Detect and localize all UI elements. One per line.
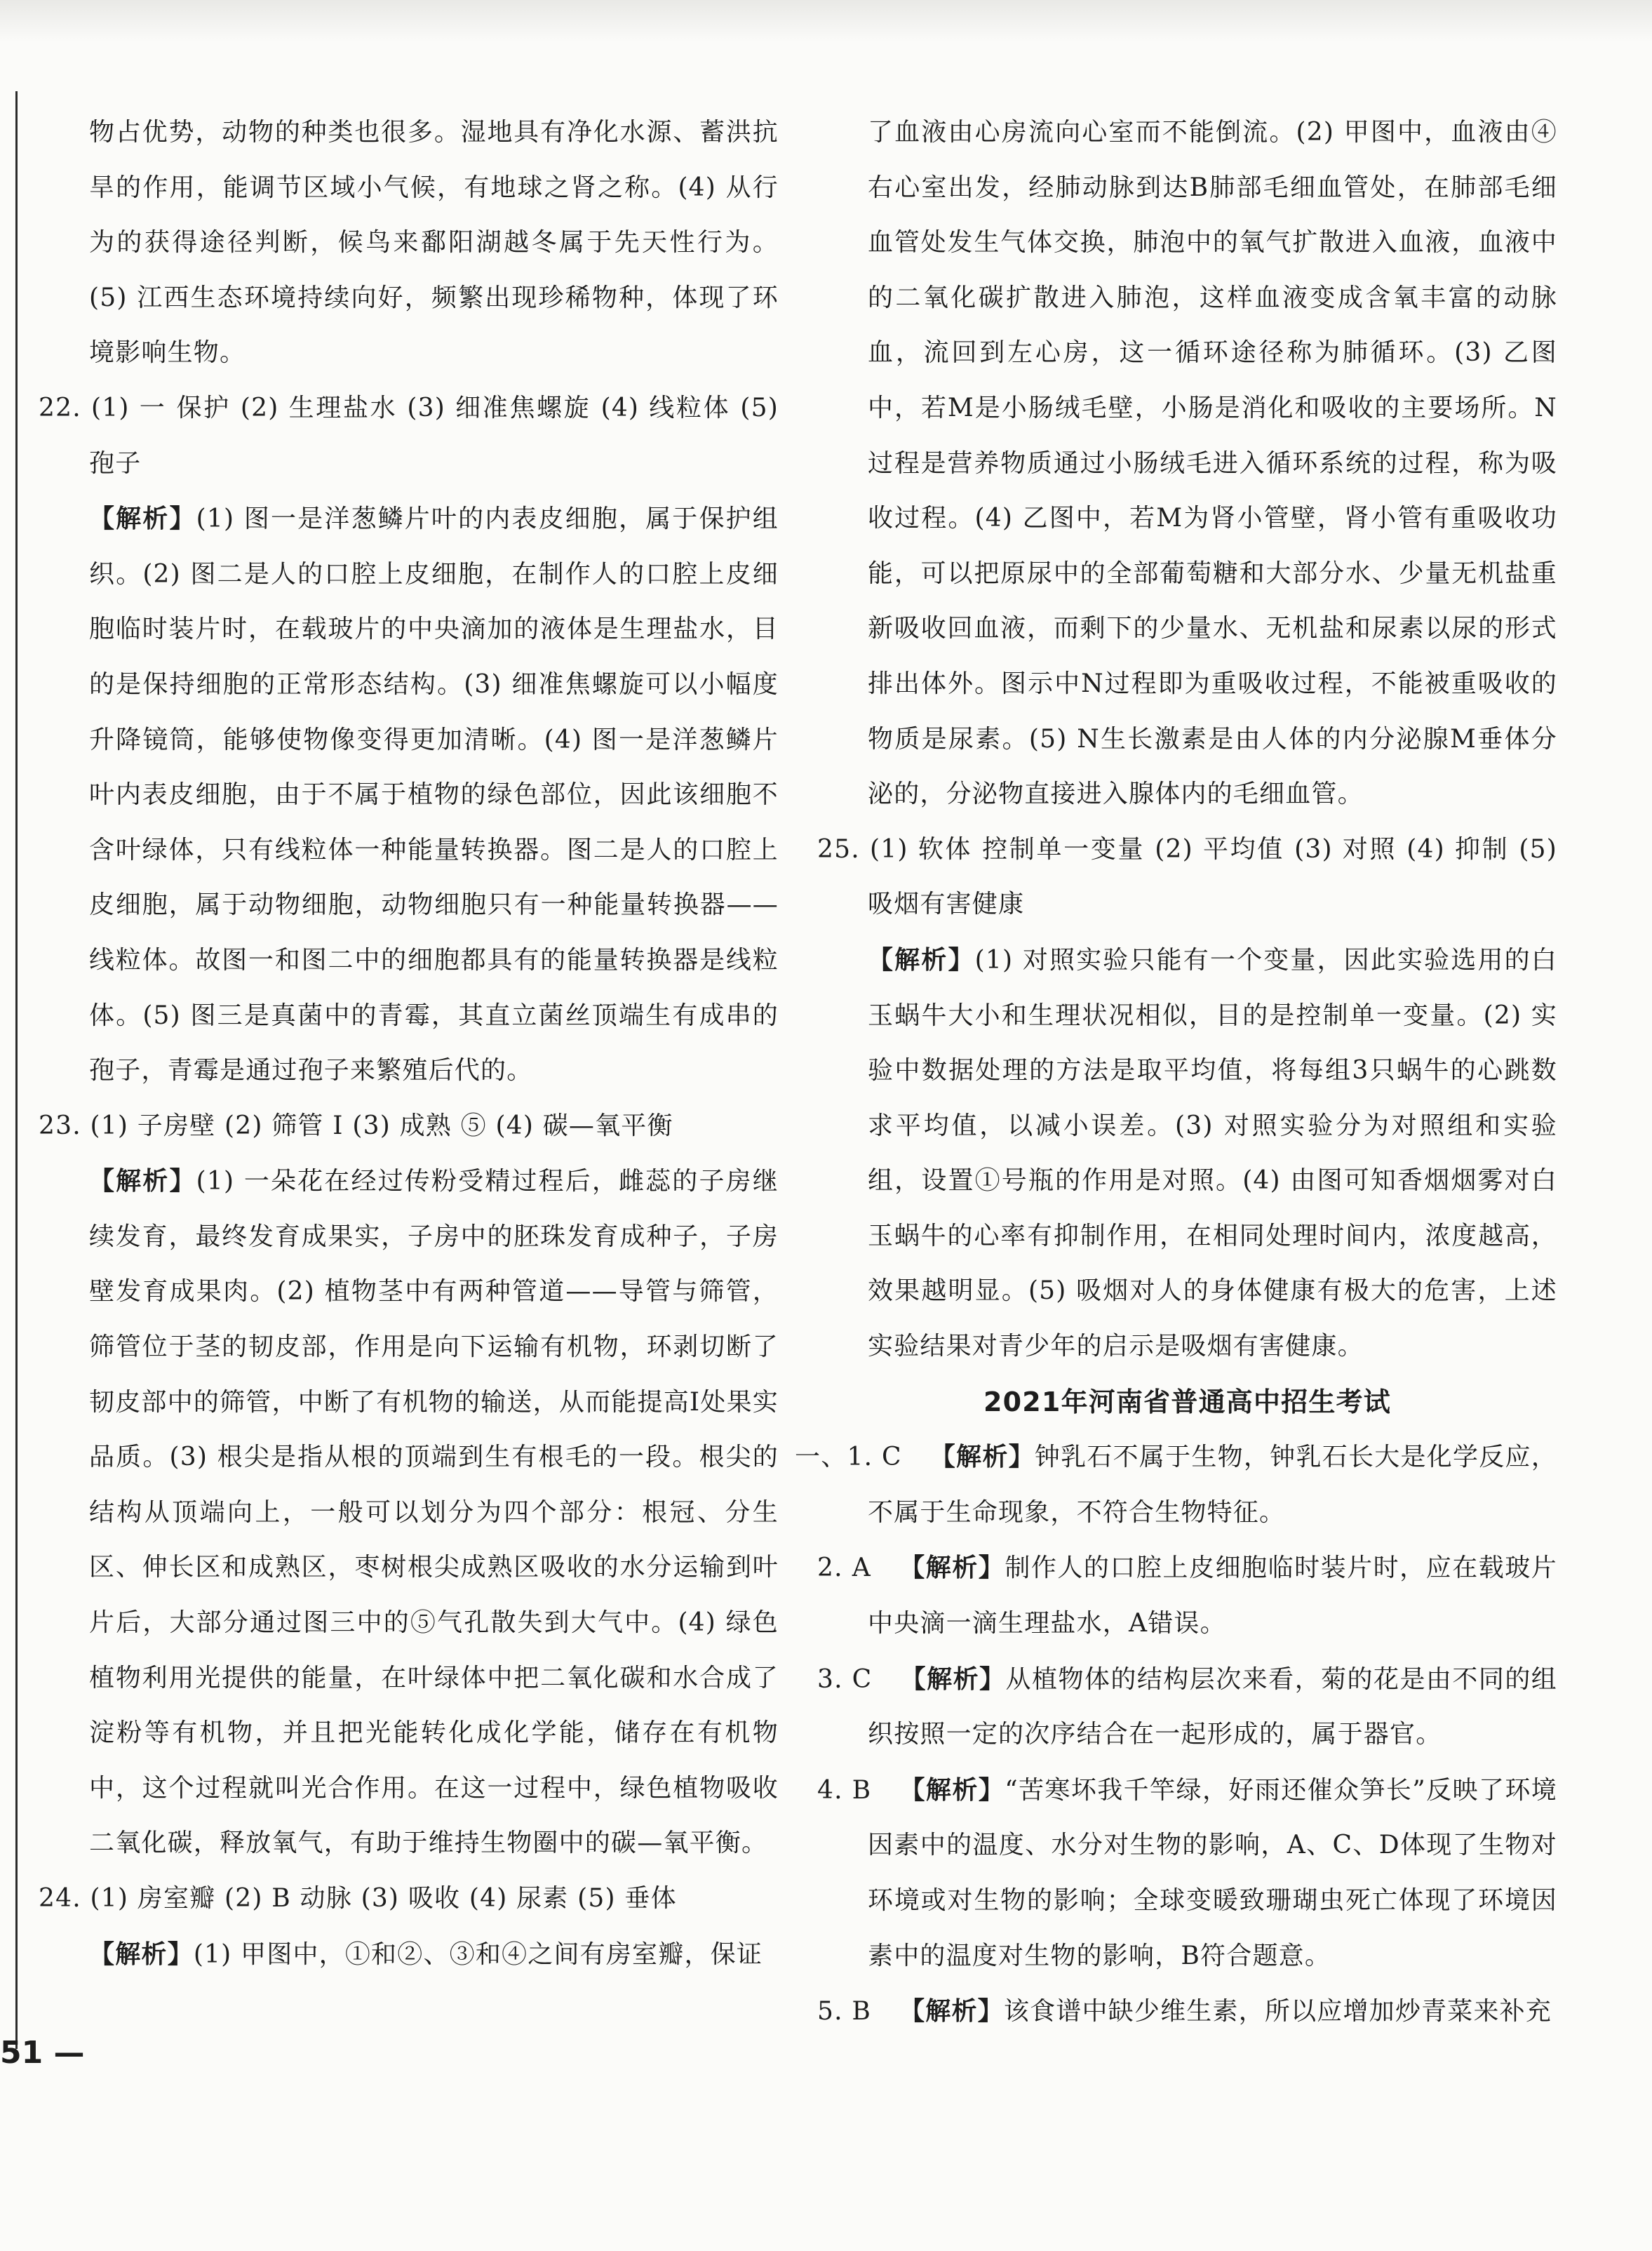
q23-explanation [39,1154,779,1871]
question-number: 一、1. [795,1443,873,1472]
question-number: 5. [817,1997,843,2026]
explanation-text: (1) 甲图中，①和②、③和④之间有房室瓣，保证 [193,1939,763,1969]
answer-choice: A [852,1554,871,1583]
mc-item [817,1652,1557,1763]
answer-choice: C [881,1443,902,1472]
q24-answers [39,1871,779,1927]
page-margin-rule [15,91,18,2049]
explanation-text: 该食谱中缺少维生素，所以应增加炒青菜来补充 [1003,1997,1552,2026]
q23-answers [39,1099,779,1154]
explanation-label: 【解析】 [899,1996,1004,2026]
explanation-text: 制作人的口腔上皮细胞临时装片时，应在载玻片中央滴一滴生理盐水，A错误。 [868,1554,1557,1638]
q24-explanation [39,1927,779,1983]
scan-top-shadow [0,0,1652,42]
page-number: 51 — [0,2035,85,2071]
answer-text: (1) 软体 控制单一变量 (2) 平均值 (3) 对照 (4) 抑制 (5) 吸烟有害健康 [868,834,1557,919]
explanation-text: (1) 一朵花在经过传粉受精过程后，雌蕊的子房继续发育，最终发育成果实，子房中的胚珠发育成种子，子房壁发育成果肉。(2) 植物茎中有两种管道——导管与筛管，筛管位于茎的韧皮部，作用是向下运输有机物，环剥切断了韧皮部中的筛管，中断了有机物的输送，从而能提高Ⅰ处果实品质。(3) 根尖是指从根的顶端到生有根毛的一段。根尖的结构从顶端向上，一般可以划分为四个部分：根冠、分生区、伸长区和成熟区，枣树根尖成熟区吸收的水分运输到叶片后，大部分通过图三中的⑤气孔散失到大气中。(4) 绿色植物利用光提供的能量，在叶绿体中把二氧化碳和水合成了淀粉等有机物，并且把光能转化成化学能，储存在有机物中，这个过程就叫光合作用。在这一过程中，绿色植物吸收二氧化碳，释放氧气，有助于维持生物圈中的碳—氧平衡。 [89,1167,779,1858]
answer-choice: C [852,1664,873,1694]
answer-text: (1) 一 保护 (2) 生理盐水 (3) 细准焦螺旋 (4) 线粒体 (5) 孢子 [89,393,779,478]
explanation-label: 【解析】 [899,1775,1005,1805]
explanation-label: 【解析】 [89,1939,194,1969]
explanation-label: 【解析】 [89,504,196,534]
mc-item [817,1763,1557,1984]
explanation-text: “苦寒坏我千竿绿，好雨还催众笋长”反映了环境因素中的温度、水分对生物的影响，A、C、D体现了生物对环境或对生物的影响；全球变暖致珊瑚虫死亡体现了环境因素中的温度对生物的影响，B符合题意。 [868,1775,1557,1970]
explanation-text: 钟乳石不属于生物，钟乳石长大是化学反应，不属于生命现象，不符合生物特征。 [868,1443,1557,1527]
question-number: 3. [817,1664,843,1694]
question-number: 24. [39,1884,81,1913]
question-number: 25. [817,834,860,864]
answer-text: (1) 子房壁 (2) 筛管 Ⅰ (3) 成熟 ⑤ (4) 碳—氧平衡 [90,1111,673,1140]
explanation-label: 【解析】 [899,1553,1005,1583]
explanation-text: (1) 图一是洋葱鳞片叶的内表皮细胞，属于保护组织。(2) 图二是人的口腔上皮细胞，在制作人的口腔上皮细胞临时装片时，在载玻片的中央滴加的液体是生理盐水，目的是保持细胞的正常形态结构。(3) 细准焦螺旋可以小幅度升降镜筒，能够使物像变得更加清晰。(4) 图一是洋葱鳞片叶内表皮细胞，由于不属于植物的绿色部位，因此该细胞不含叶绿体，只有线粒体一种能量转换器。图二是人的口腔上皮细胞，属于动物细胞，动物细胞只有一种能量转换器——线粒体。故图一和图二中的细胞都具有的能量转换器是线粒体。(5) 图三是真菌中的青霉，其直立菌丝顶端生有成串的孢子，青霉是通过孢子来繁殖后代的。 [89,505,779,1086]
explanation-label: 【解析】 [900,1664,1006,1694]
intro-paragraph: 物占优势，动物的种类也很多。湿地具有净化水源、蓄洪抗旱的作用，能调节区域小气候，有地球之肾之称。(4) 从行为的获得途径判断，候鸟来鄱阳湖越冬属于先天性行为。(5) 江西生态环境持续向好，频繁出现珍稀物种，体现了环境影响生物。 [89,118,779,368]
mc-item [817,1540,1557,1651]
q22-explanation [39,491,779,1099]
question-number: 22. [39,393,81,422]
explanation-label: 【解析】 [929,1442,1035,1472]
q24-explanation-continued: 了血液由心房流向心室而不能倒流。(2) 甲图中，血液由④右心室出发，经肺动脉到达B肺部毛细血管处，在肺部毛细血管处发生气体交换，肺泡中的氧气扩散进入血液，血液中的二氧化碳扩散进入肺泡，这样血液变成含氧丰富的动脉血，流回到左心房，这一循环途径称为肺循环。(3) 乙图中，若M是小肠绒毛壁，小肠是消化和吸收的主要场所。N过程是营养物质通过小肠绒毛进入循环系统的过程，称为吸收过程。(4) 乙图中，若M为肾小管壁，肾小管有重吸收功能，可以把原尿中的全部葡萄糖和大部分水、少量无机盐重新吸收回血液，而剩下的少量水、无机盐和尿素以尿的形式排出体外。图示中N过程即为重吸收过程，不能被重吸收的物质是尿素。(5) N生长激素是由人体的内分泌腺M垂体分泌的，分泌物直接进入腺体内的毛细血管。 [868,118,1557,809]
answer-choice: B [852,1997,872,2026]
explanation-label: 【解析】 [868,944,975,975]
q25-answers [817,822,1557,933]
q25-explanation [817,933,1557,1375]
right-column [795,105,1557,2040]
explanation-label: 【解析】 [89,1166,196,1196]
section-title: 2021年河南省普通高中招生考试 [983,1386,1391,1417]
explanation-text: (1) 对照实验只能有一个变量，因此实验选用的白玉蜗牛大小和生理状况相似，目的是控制单一变量。(2) 实验中数据处理的方法是取平均值，将每组3只蜗牛的心跳数求平均值，以减小误差。(3) 对照实验分为对照组和实验组，设置①号瓶的作用是对照。(4) 由图可知香烟烟雾对白玉蜗牛的心率有抑制作用，在相同处理时间内，浓度越高，效果越明显。(5) 吸烟对人的身体健康有极大的危害，上述实验结果对青少年的启示是吸烟有害健康。 [868,945,1557,1361]
explanation-text: 从植物体的结构层次来看，菊的花是由不同的组织按照一定的次序结合在一起形成的，属于器官。 [868,1664,1557,1749]
q22-answers [39,381,779,491]
question-number: 2. [817,1554,843,1583]
answer-choice: B [852,1775,872,1805]
mc-item [817,1984,1557,2040]
mc-item [795,1429,1557,1540]
left-column [39,105,779,1982]
question-number: 4. [817,1775,843,1805]
answer-text: (1) 房室瓣 (2) B 动脉 (3) 吸收 (4) 尿素 (5) 垂体 [90,1884,677,1913]
question-number: 23. [39,1111,81,1140]
